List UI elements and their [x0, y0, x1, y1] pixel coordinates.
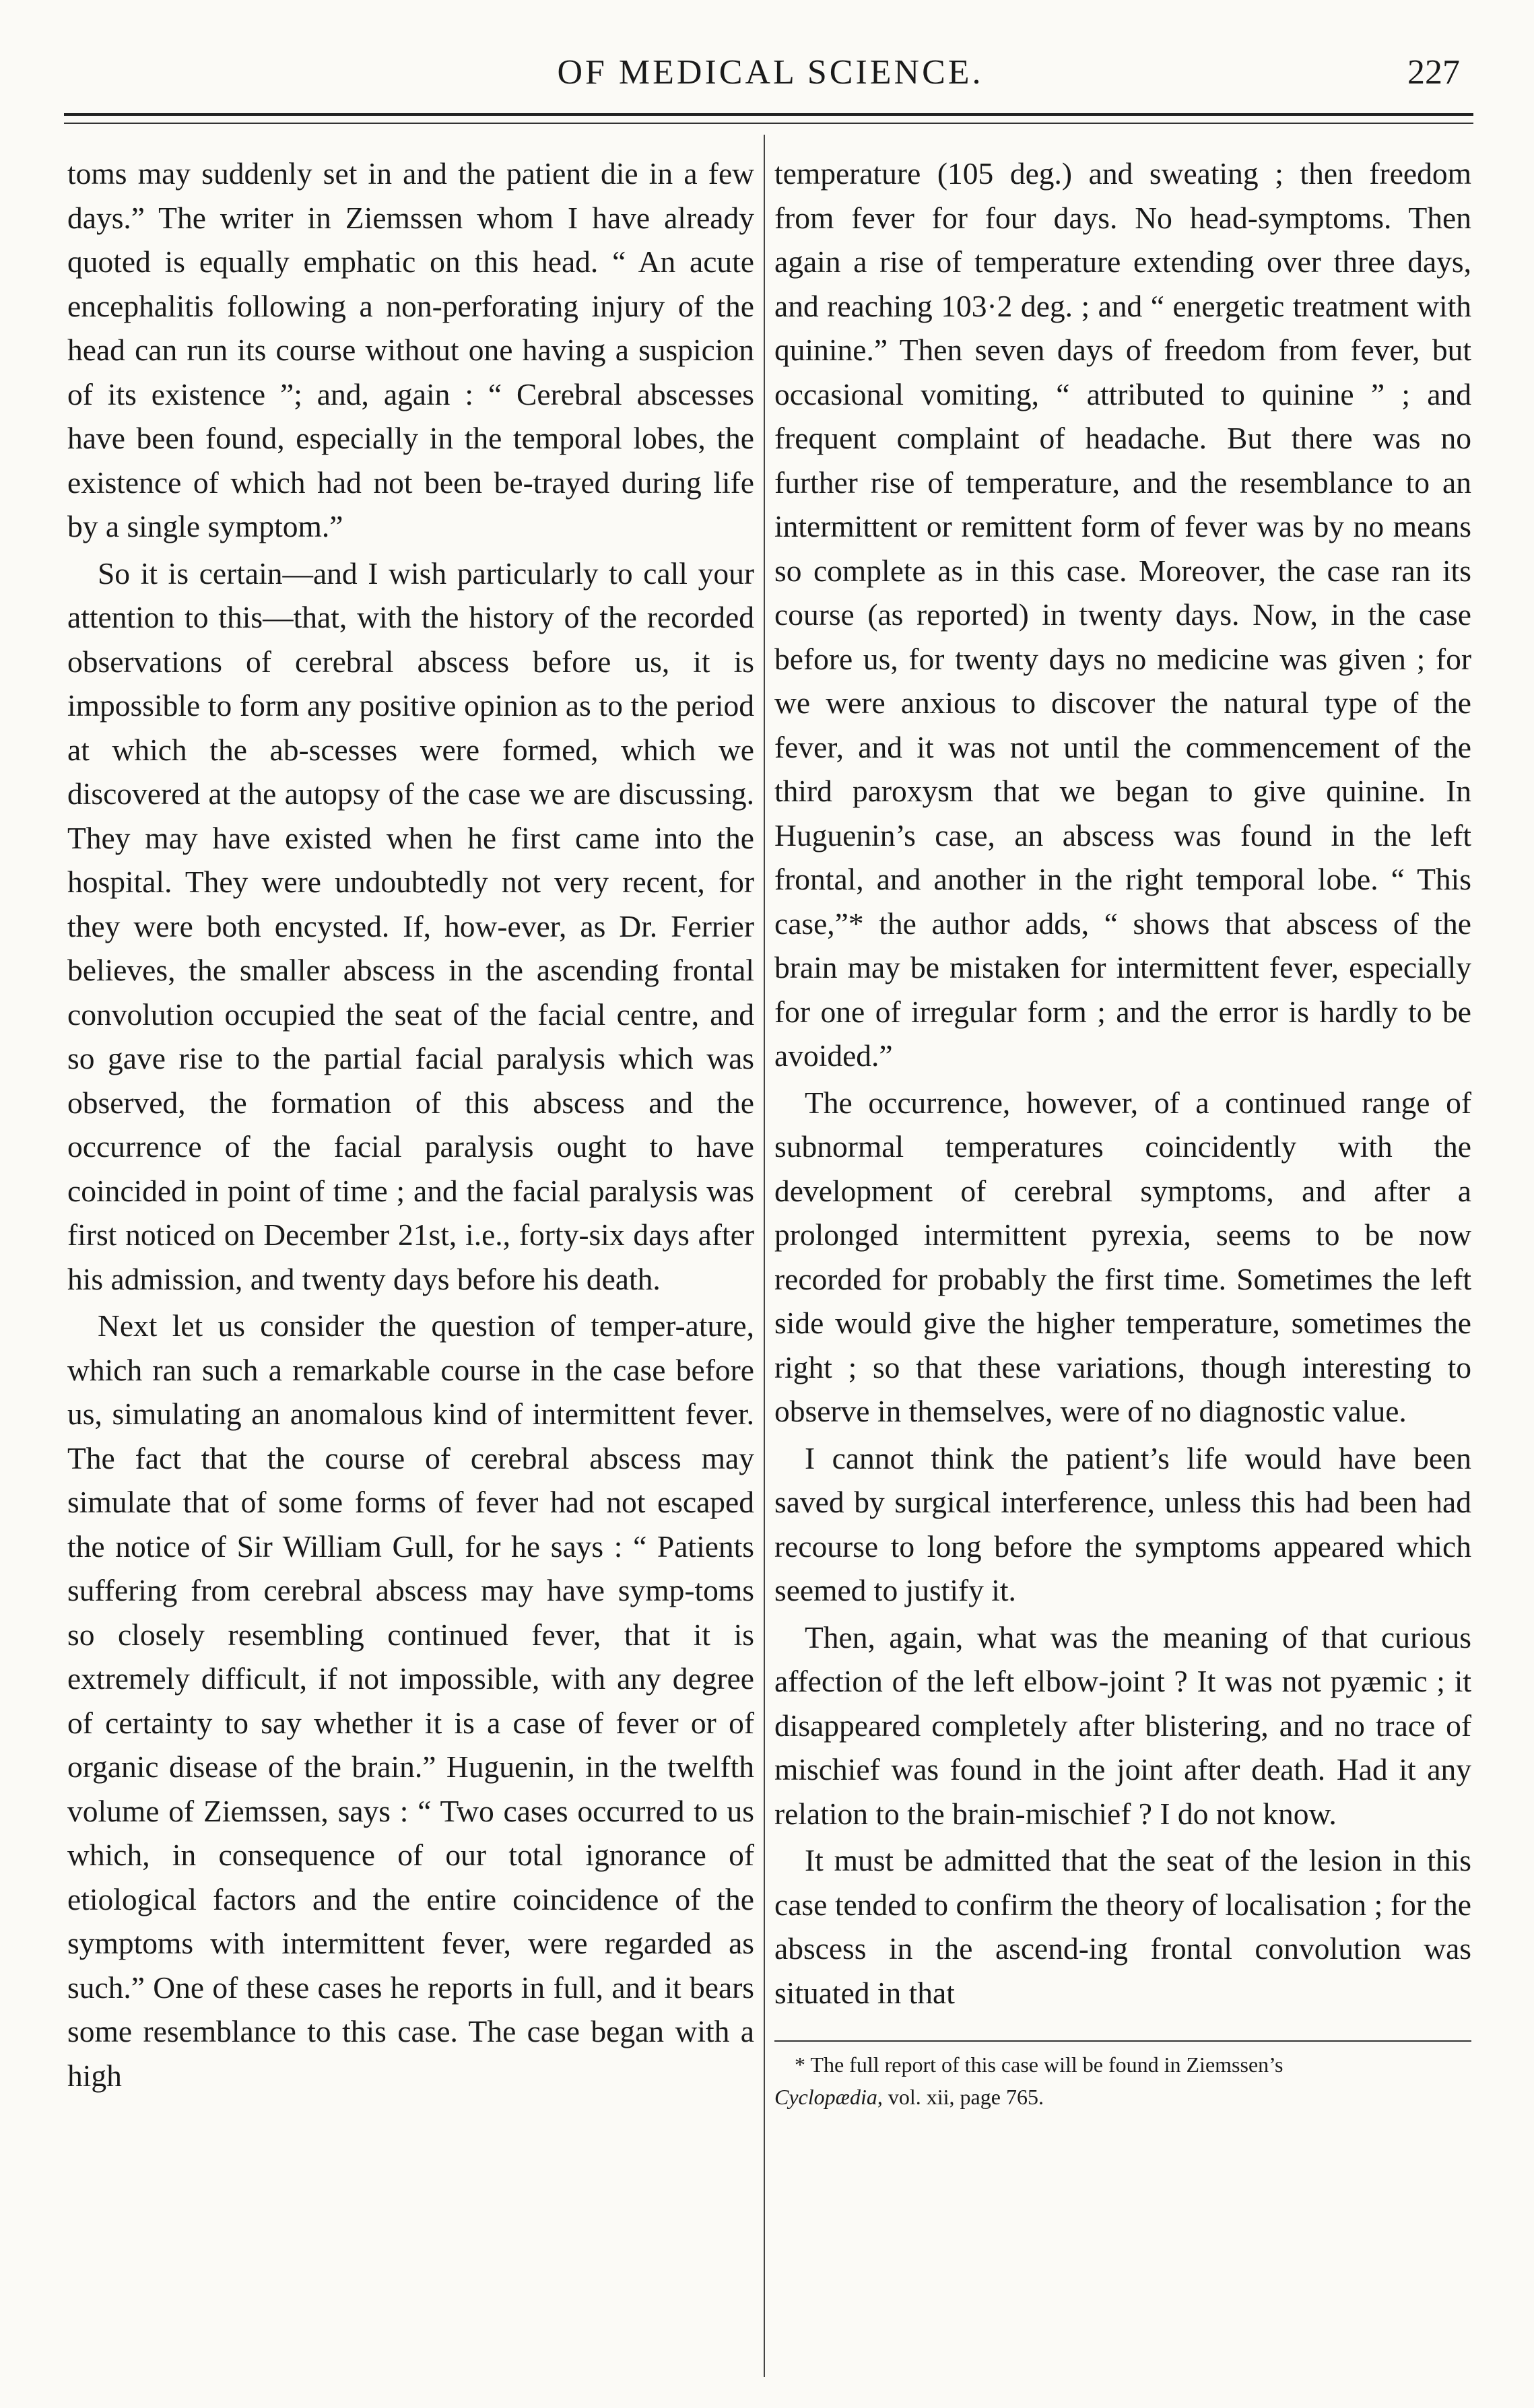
running-head	[67, 53, 1473, 106]
left-paragraph-1: toms may suddenly set in and the patient die in a few days.” The writer in Ziemssen whom I have already quoted is equally emphatic on this head. “ An acute encephalitis following a non-perforating injury of the head can run its course without one having a suspicion of its existence ”; and, again : “ Cerebral abscesses have been found, especially in the temporal lobes, the existence of which had not been be-trayed during life by a single symptom.”	[67, 156, 754, 543]
page-number: 227	[1407, 53, 1460, 92]
footnote-text: * The full report of this case will be found in Ziemssen’s	[795, 2052, 1283, 2077]
header-rule-thin	[64, 123, 1473, 124]
right-paragraph-3: I cannot think the patient’s life would have been saved by surgical interference, unless this had been had recourse to long before the symptoms appeared which seemed to justify it.	[774, 1440, 1471, 1607]
right-column	[774, 152, 1471, 2113]
left-paragraph-3: Next let us consider the question of temper-ature, which ran such a remarkable course in the case before us, simulating an anomalous kind of intermittent fever. The fact that the course of cerebral abscess may simulate that of some forms of fever had not escaped the notice of Sir William Gull, for he says : “ Patients suffering from cerebral abscess may have symp-toms so closely resembling continued fever, that it is extremely difficult, if not impossible, with any degree of certainty to say whether it is a case of fever or of organic disease of the brain.” Huguenin, in the twelfth volume of Ziemssen, says : “ Two cases occurred to us which, in consequence of our total ignorance of etiological factors and the entire coincidence of the symptoms with intermittent fever, were regarded as such.” One of these cases he reports in full, and it bears some resemblance to this case. The case began with a high	[67, 1308, 754, 2093]
footnote-rule	[774, 2040, 1471, 2042]
right-paragraph-5: It must be admitted that the seat of the lesion in this case tended to confirm the theory of localisation ; for the abscess in the ascend-ing frontal convolution was situated in that	[774, 1843, 1471, 2010]
left-paragraph-2: So it is certain—and I wish particularly to call your attention to this—that, with the history of the recorded observations of cerebral abscess before us, it is impossible to form any positive opinion as to the period at which the ab-scesses were formed, which we discovered at the autopsy of the case we are discussing. They may have existed when he first came into the hospital. They were undoubtedly not very recent, for they were both encysted. If, how-ever, as Dr. Ferrier believes, the smaller abscess in the ascending frontal convolution occupied the seat of the facial centre, and so gave rise to the partial facial paralysis which was observed, the formation of this abscess and the occurrence of the facial paralysis ought to have coincided in point of time ; and the facial paralysis was first noticed on December 21st, i.e., forty-six days after his admission, and twenty days before his death.	[67, 556, 754, 1296]
right-paragraph-2: The occurrence, however, of a continued range of subnormal temperatures coincidently with the development of cerebral symptoms, and after a prolonged intermittent pyrexia, seems to be now recorded for probably the first time. Sometimes the left side would give the higher temperature, sometimes the right ; so that these variations, though interesting to observe in themselves, were of no diagnostic value.	[774, 1085, 1471, 1428]
footnote	[774, 2048, 1471, 2113]
column-divider	[764, 135, 765, 2377]
right-paragraph-1: temperature (105 deg.) and sweating ; then freedom from fever for four days. No head-symptoms. Then again a rise of temperature extending over three days, and reaching 103·2 deg. ; and “ energetic treatment with quinine.” Then seven days of freedom from fever, but occasional vomiting, “ attributed to quinine ” ; and frequent complaint of headache. But there was no further rise of temperature, and the resemblance to an intermittent or remittent form of fever was by no means so complete as in this case. Moreover, the case ran its course (as reported) in twenty days. Now, in the case before us, for twenty days no medicine was given ; for we were anxious to discover the natural type of the fever, and it was not until the commencement of the third paroxysm that we began to give quinine. In Huguenin’s case, an abscess was found in the left frontal, and another in the right temporal lobe. “ This case,”* the author adds, “ shows that abscess of the brain may be mistaken for intermittent fever, especially for one of irregular form ; and the error is hardly to be avoided.”	[774, 156, 1471, 1073]
footnote-rest: , vol. xii, page 765.	[877, 2085, 1044, 2109]
left-column	[67, 152, 754, 2100]
running-title: OF MEDICAL SCIENCE.	[557, 53, 984, 92]
right-paragraph-4: Then, again, what was the meaning of that curious affection of the left elbow-joint ? It was not pyæmic ; it disappeared completely after blistering, and no trace of mischief was found in the joint after death. Had it any relation to the brain-mischief ? I do not know.	[774, 1619, 1471, 1831]
header-rule-thick	[64, 113, 1473, 116]
footnote-journal: Cyclopædia	[774, 2085, 877, 2109]
